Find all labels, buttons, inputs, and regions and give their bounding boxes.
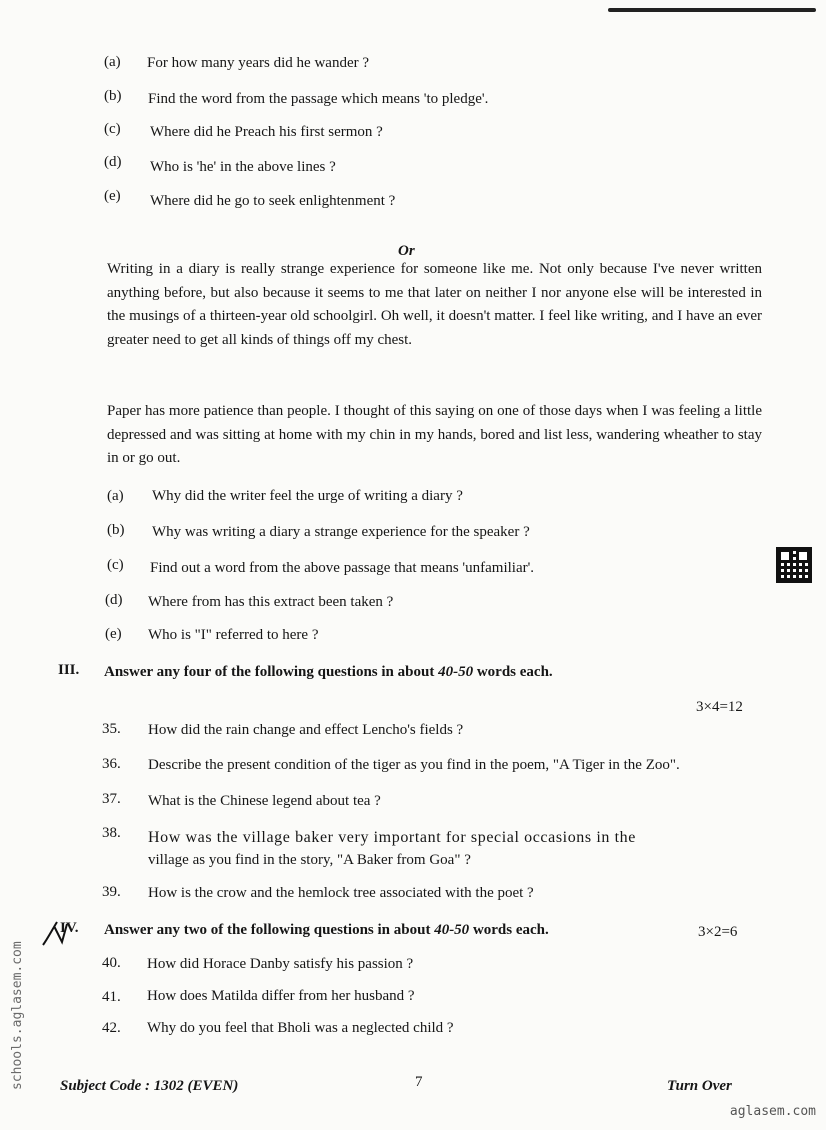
instruction-word-count: 40-50 [434,922,470,938]
question-number: 39. [102,884,121,900]
section-4-number: IV. [60,920,79,936]
question-number: 41. [102,989,121,1005]
passage2-paragraph-1: Writing in a diary is really strange experience for someone like me. Not only because I've never written anything before, but also because it seems to me that later on neither I nor anyone else will be interested in the musings of a thirteen-year old schoolgirl. Oh well, it doesn't matter. I feel like writing, and I have an ever greater need to get all kinds of things off my chest. [107,261,762,348]
qr-code [776,547,812,583]
question-text: How did the rain change and effect Lencho's fields ? [148,722,464,738]
q-text: Find the word from the passage which means 'to pledge'. [148,91,489,107]
q-text: For how many years did he wander ? [147,55,370,71]
q-text: Where did he go to seek enlightenment ? [150,193,396,209]
question-number: 36. [102,756,121,772]
q-text: Why did the writer feel the urge of writing a diary ? [152,488,463,504]
q-text: Why was writing a diary a strange experience for the speaker ? [152,524,530,540]
question-number: 35. [102,721,121,737]
subject-code: Subject Code : 1302 (EVEN) [60,1078,239,1094]
question-text-continued: village as you find in the story, "A Baker from Goa" ? [148,852,471,868]
section-3-marks: 3×4=12 [696,699,743,715]
q-text: Who is 'he' in the above lines ? [150,159,336,175]
q-label: (d) [104,154,122,170]
q-label: (e) [105,626,122,642]
q-label: (b) [104,88,122,104]
instruction-text: words each. [469,922,549,938]
q-label: (c) [107,557,124,573]
question-number: 42. [102,1020,121,1036]
header-rule [608,8,816,12]
q-label: (d) [105,592,123,608]
bottom-watermark: aglasem.com [729,1104,816,1119]
instruction-text: Answer any four of the following questions in about [104,664,439,680]
section-4-marks: 3×2=6 [698,924,738,940]
instruction-text: words each. [473,664,553,680]
question-text: How does Matilda differ from her husband ? [147,988,415,1004]
question-text: Describe the present condition of the tiger as you find in the poem, "A Tiger in the Zoo". [148,757,680,773]
q-text: Where did he Preach his first sermon ? [150,124,383,140]
q-text: Where from has this extract been taken ? [148,594,394,610]
section-3-number: III. [58,662,80,678]
question-text: How is the crow and the hemlock tree associated with the poet ? [148,885,534,901]
instruction-word-count: 40-50 [438,664,474,680]
page-number: 7 [415,1074,423,1090]
question-text: Why do you feel that Bholi was a neglected child ? [147,1020,454,1036]
q-label: (a) [104,54,121,70]
question-number: 40. [102,955,121,971]
q-label: (b) [107,522,125,538]
question-number: 37. [102,791,121,807]
side-watermark: schools.aglasem.com [10,941,25,1090]
q-label: (e) [104,188,121,204]
q-text: Find out a word from the above passage that means 'unfamiliar'. [150,560,535,576]
question-text: How did Horace Danby satisfy his passion ? [147,956,414,972]
section-4-instruction [104,922,549,939]
or-heading: Or [398,243,415,259]
q-text: Who is "I" referred to here ? [148,627,319,643]
question-text: What is the Chinese legend about tea ? [148,793,381,809]
question-text: How was the village baker very important for special occasions in the [148,829,636,846]
question-number: 38. [102,825,121,841]
q-label: (a) [107,488,124,504]
section-3-instruction [104,664,553,681]
q-label: (c) [104,121,121,137]
passage2-paragraph-2: Paper has more patience than people. I thought of this saying on one of those days when I was feeling a little depressed and was sitting at home with my chin in my hands, bored and list less, wandering wheather to stay in or go out. [107,403,762,466]
turn-over: Turn Over [667,1078,732,1094]
instruction-text: Answer any two of the following questions in about [104,922,435,938]
